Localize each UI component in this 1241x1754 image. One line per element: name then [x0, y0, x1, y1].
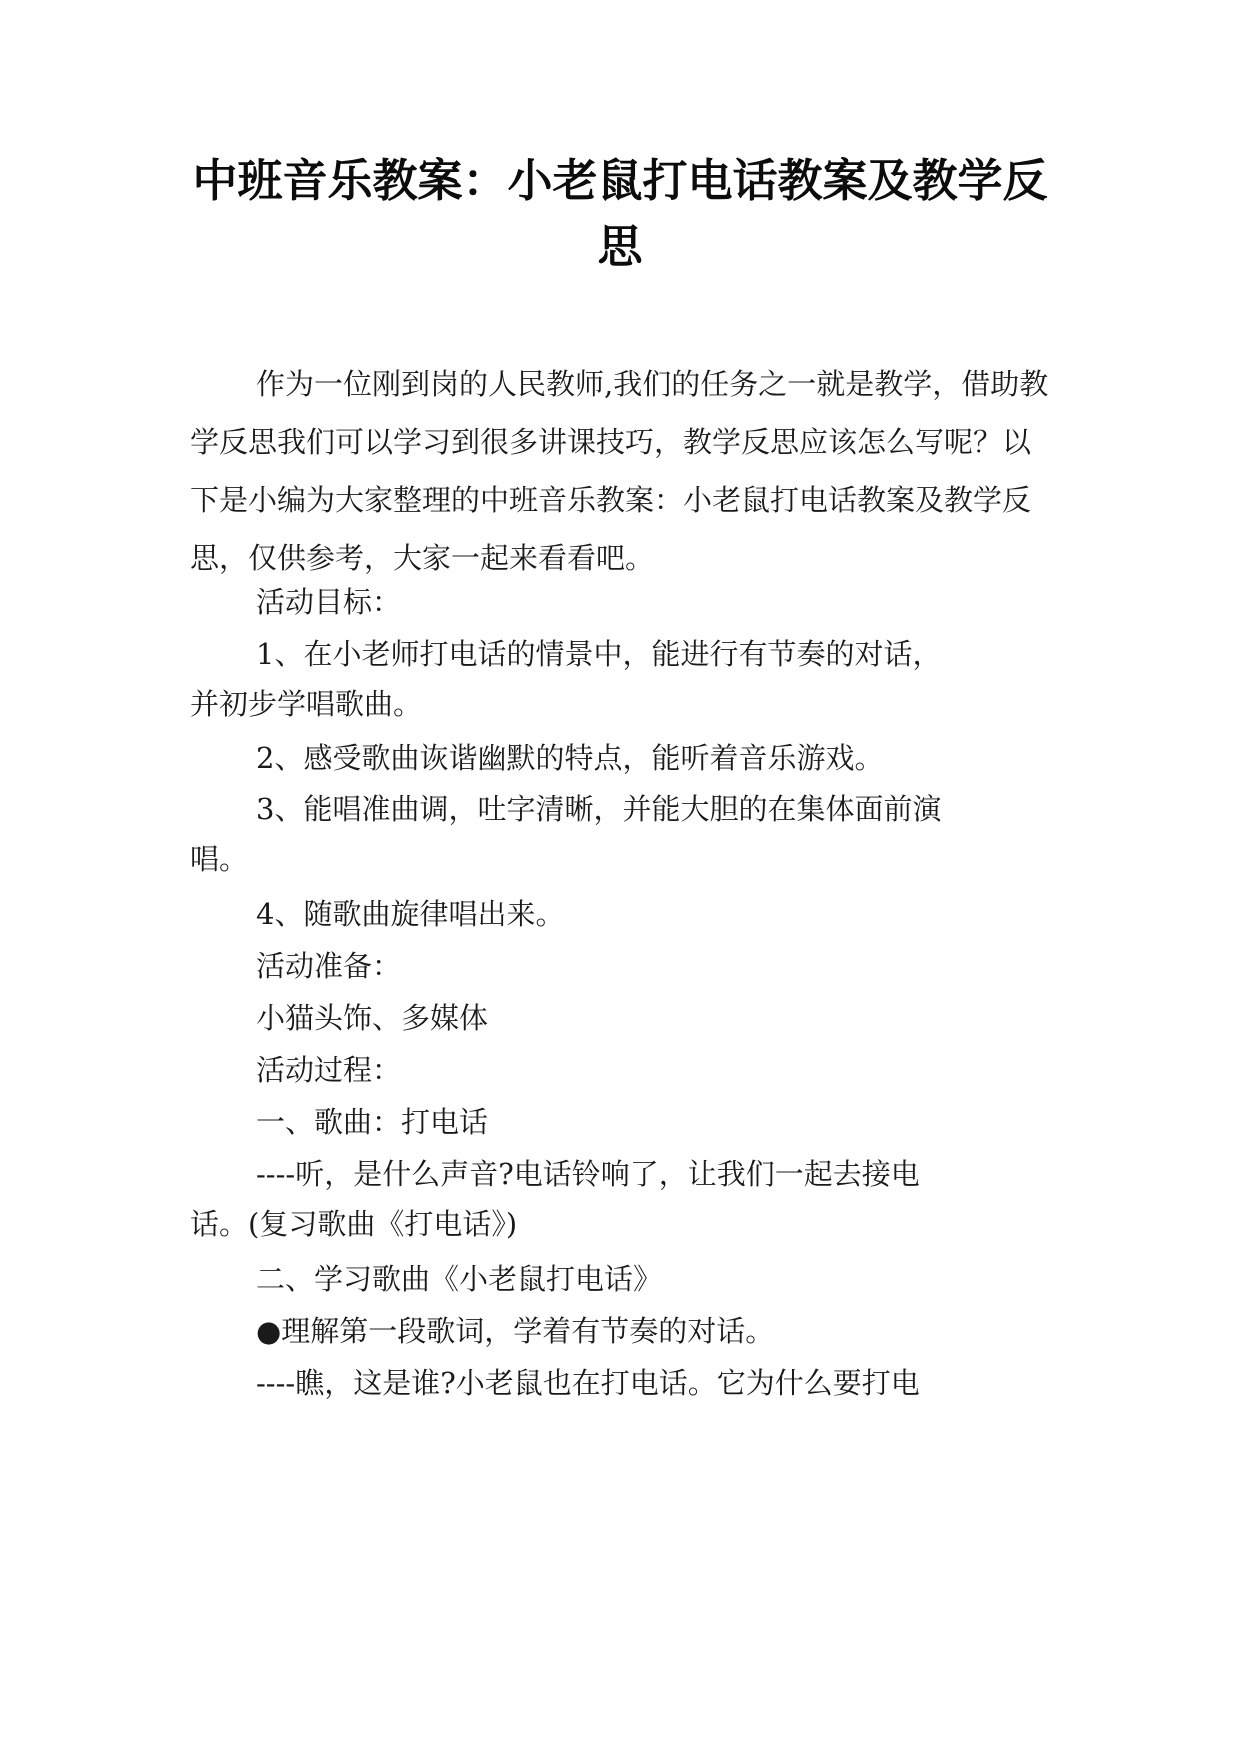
- goal-3-line-2: 唱。: [190, 842, 249, 876]
- title-line-2: 思: [597, 220, 643, 273]
- prep-items: 小猫头饰、多媒体: [256, 1001, 489, 1035]
- goal-1-line-2: 并初步学唱歌曲。: [190, 687, 423, 721]
- step-2-point: ●理解第一段歌词，学着有节奏的对话。: [256, 1314, 775, 1348]
- goal-4: 4、随歌曲旋律唱出来。: [256, 897, 565, 931]
- title-line-1: 中班音乐教案：小老鼠打电话教案及教学反: [192, 154, 1048, 207]
- goal-2: 2、感受歌曲诙谐幽默的特点，能听着音乐游戏。: [256, 741, 884, 775]
- step-2-heading: 二、学习歌曲《小老鼠打电话》: [256, 1262, 663, 1296]
- step-2-text: ----瞧，这是谁?小老鼠也在打电话。它为什么要打电: [256, 1366, 920, 1400]
- step-1-text-line-1: ----听，是什么声音?电话铃响了，让我们一起去接电: [256, 1157, 920, 1191]
- process-heading: 活动过程：: [256, 1053, 402, 1087]
- intro-paragraph: 作为一位刚到岗的人民教师,我们的任务之一就是教学，借助教学反思我们可以学习到很多讲课技巧，教学反思应该怎么写呢？以下是小编为大家整理的中班音乐教案：小老鼠打电话教案及教学反思，仅供参考，大家一起来看看吧。: [190, 367, 1049, 575]
- step-1-heading: 一、歌曲：打电话: [256, 1105, 489, 1139]
- prep-heading: 活动准备：: [256, 949, 402, 983]
- goals-heading: 活动目标：: [256, 585, 402, 619]
- document-title: [190, 148, 1050, 280]
- goal-3-line-1: 3、能唱准曲调，吐字清晰，并能大胆的在集体面前演: [256, 792, 942, 826]
- goal-1-line-1: 1、在小老师打电话的情景中，能进行有节奏的对话，: [256, 637, 942, 671]
- step-1-text-line-2: 话。(复习歌曲《打电话》): [190, 1207, 518, 1241]
